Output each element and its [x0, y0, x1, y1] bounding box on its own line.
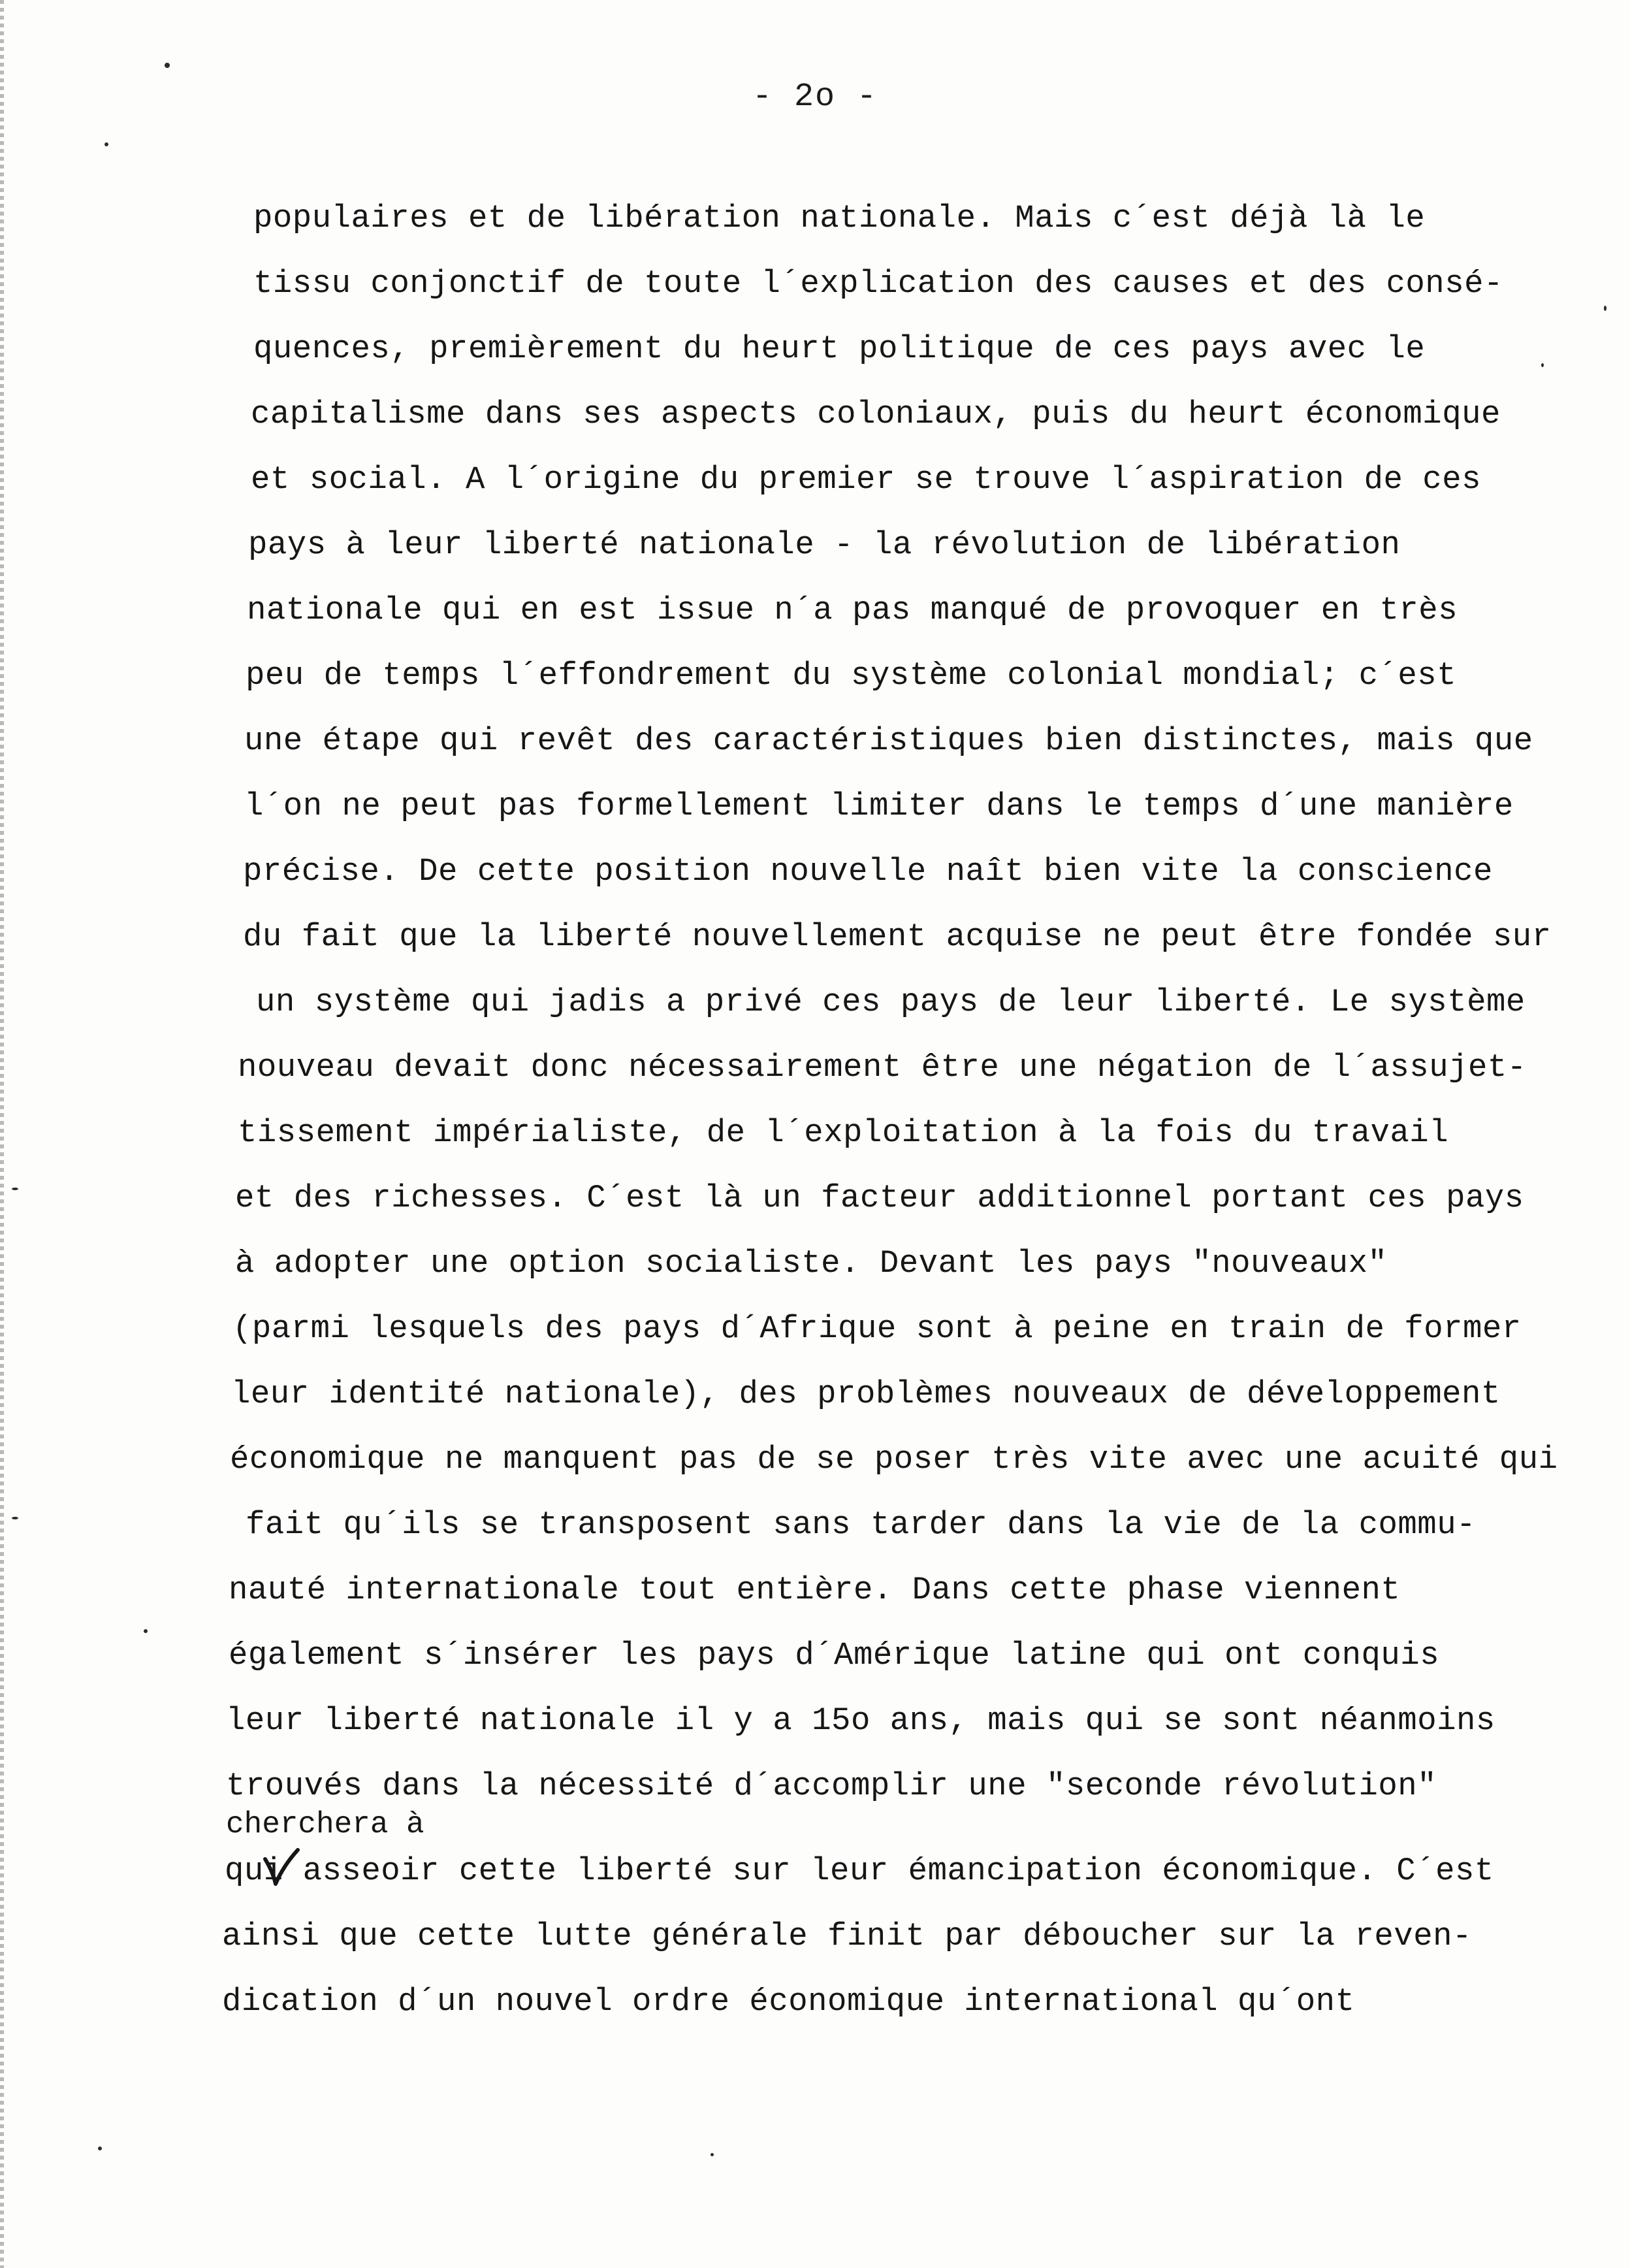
scan-speck	[12, 1517, 18, 1519]
text-line: leur identité nationale), des problèmes nouveaux de développement	[231, 1376, 1501, 1412]
scan-speck	[165, 63, 170, 68]
scan-speck	[104, 142, 108, 146]
text-line: capitalisme dans ses aspects coloniaux, puis du heurt économique	[251, 396, 1501, 432]
handwritten-insertion: cherchera à	[226, 1807, 424, 1841]
scan-speck	[1604, 306, 1606, 311]
text-line: dication d´un nouvel ordre économique international qu´ont	[222, 1983, 1355, 2020]
text-line: trouvés dans la nécessité d´accomplir une "seconde révolution"	[226, 1768, 1437, 1804]
text-line: leur liberté nationale il y a 15o ans, mais qui se sont néanmoins	[226, 1702, 1495, 1739]
scan-speck	[12, 1188, 18, 1190]
scan-edge	[0, 0, 4, 2268]
text-line: également s´insérer les pays d´Amérique latine qui ont conquis	[229, 1637, 1440, 1674]
text-line: qui asseoir cette liberté sur leur émancipation économique. C´est	[225, 1853, 1494, 1889]
text-line: nationale qui en est issue n´a pas manqué de provoquer en très	[247, 592, 1458, 628]
insertion-caret-icon	[261, 1846, 300, 1887]
text-line: économique ne manquent pas de se poser très vite avec une acuité qui	[230, 1441, 1558, 1478]
text-line: un système qui jadis a privé ces pays de leur liberté. Le système	[256, 984, 1526, 1020]
text-line: (parmi lesquels des pays d´Afrique sont à peine en train de former	[232, 1310, 1522, 1347]
text-line: populaires et de libération nationale. Mais c´est déjà là le	[253, 200, 1426, 236]
scan-speck	[711, 2153, 714, 2156]
text-line: et social. A l´origine du premier se trouve l´aspiration de ces	[251, 461, 1482, 498]
text-line: à adopter une option socialiste. Devant les pays "nouveaux"	[235, 1245, 1388, 1282]
text-line: précise. De cette position nouvelle naît bien vite la conscience	[243, 853, 1493, 890]
text-line: ainsi que cette lutte générale finit par déboucher sur la reven-	[222, 1918, 1472, 1954]
text-line: une étape qui revêt des caractéristiques bien distinctes, mais que	[244, 722, 1533, 759]
scan-speck	[144, 1629, 148, 1633]
scan-speck	[98, 2146, 102, 2150]
text-line: pays à leur liberté nationale - la révolution de libération	[248, 526, 1401, 563]
text-line: peu de temps l´effondrement du système colonial mondial; c´est	[246, 657, 1457, 694]
text-line: fait qu´ils se transposent sans tarder dans la vie de la commu-	[246, 1506, 1477, 1543]
page-number: - 2o -	[752, 78, 878, 116]
text-line: l´on ne peut pas formellement limiter dans le temps d´une manière	[244, 788, 1514, 824]
text-line: du fait que la liberté nouvellement acquise ne peut être fondée sur	[243, 918, 1552, 955]
text-line: tissu conjonctif de toute l´explication des causes et des consé-	[253, 265, 1503, 302]
text-line: nouveau devait donc nécessairement être une négation de l´assujet-	[238, 1049, 1527, 1086]
scan-speck	[1541, 363, 1544, 367]
text-line: tissement impérialiste, de l´exploitation à la fois du travail	[238, 1114, 1449, 1151]
text-line: et des richesses. C´est là un facteur additionnel portant ces pays	[235, 1180, 1524, 1216]
text-line: nauté internationale tout entière. Dans cette phase viennent	[229, 1572, 1401, 1608]
text-line: quences, premièrement du heurt politique de ces pays avec le	[253, 331, 1426, 367]
